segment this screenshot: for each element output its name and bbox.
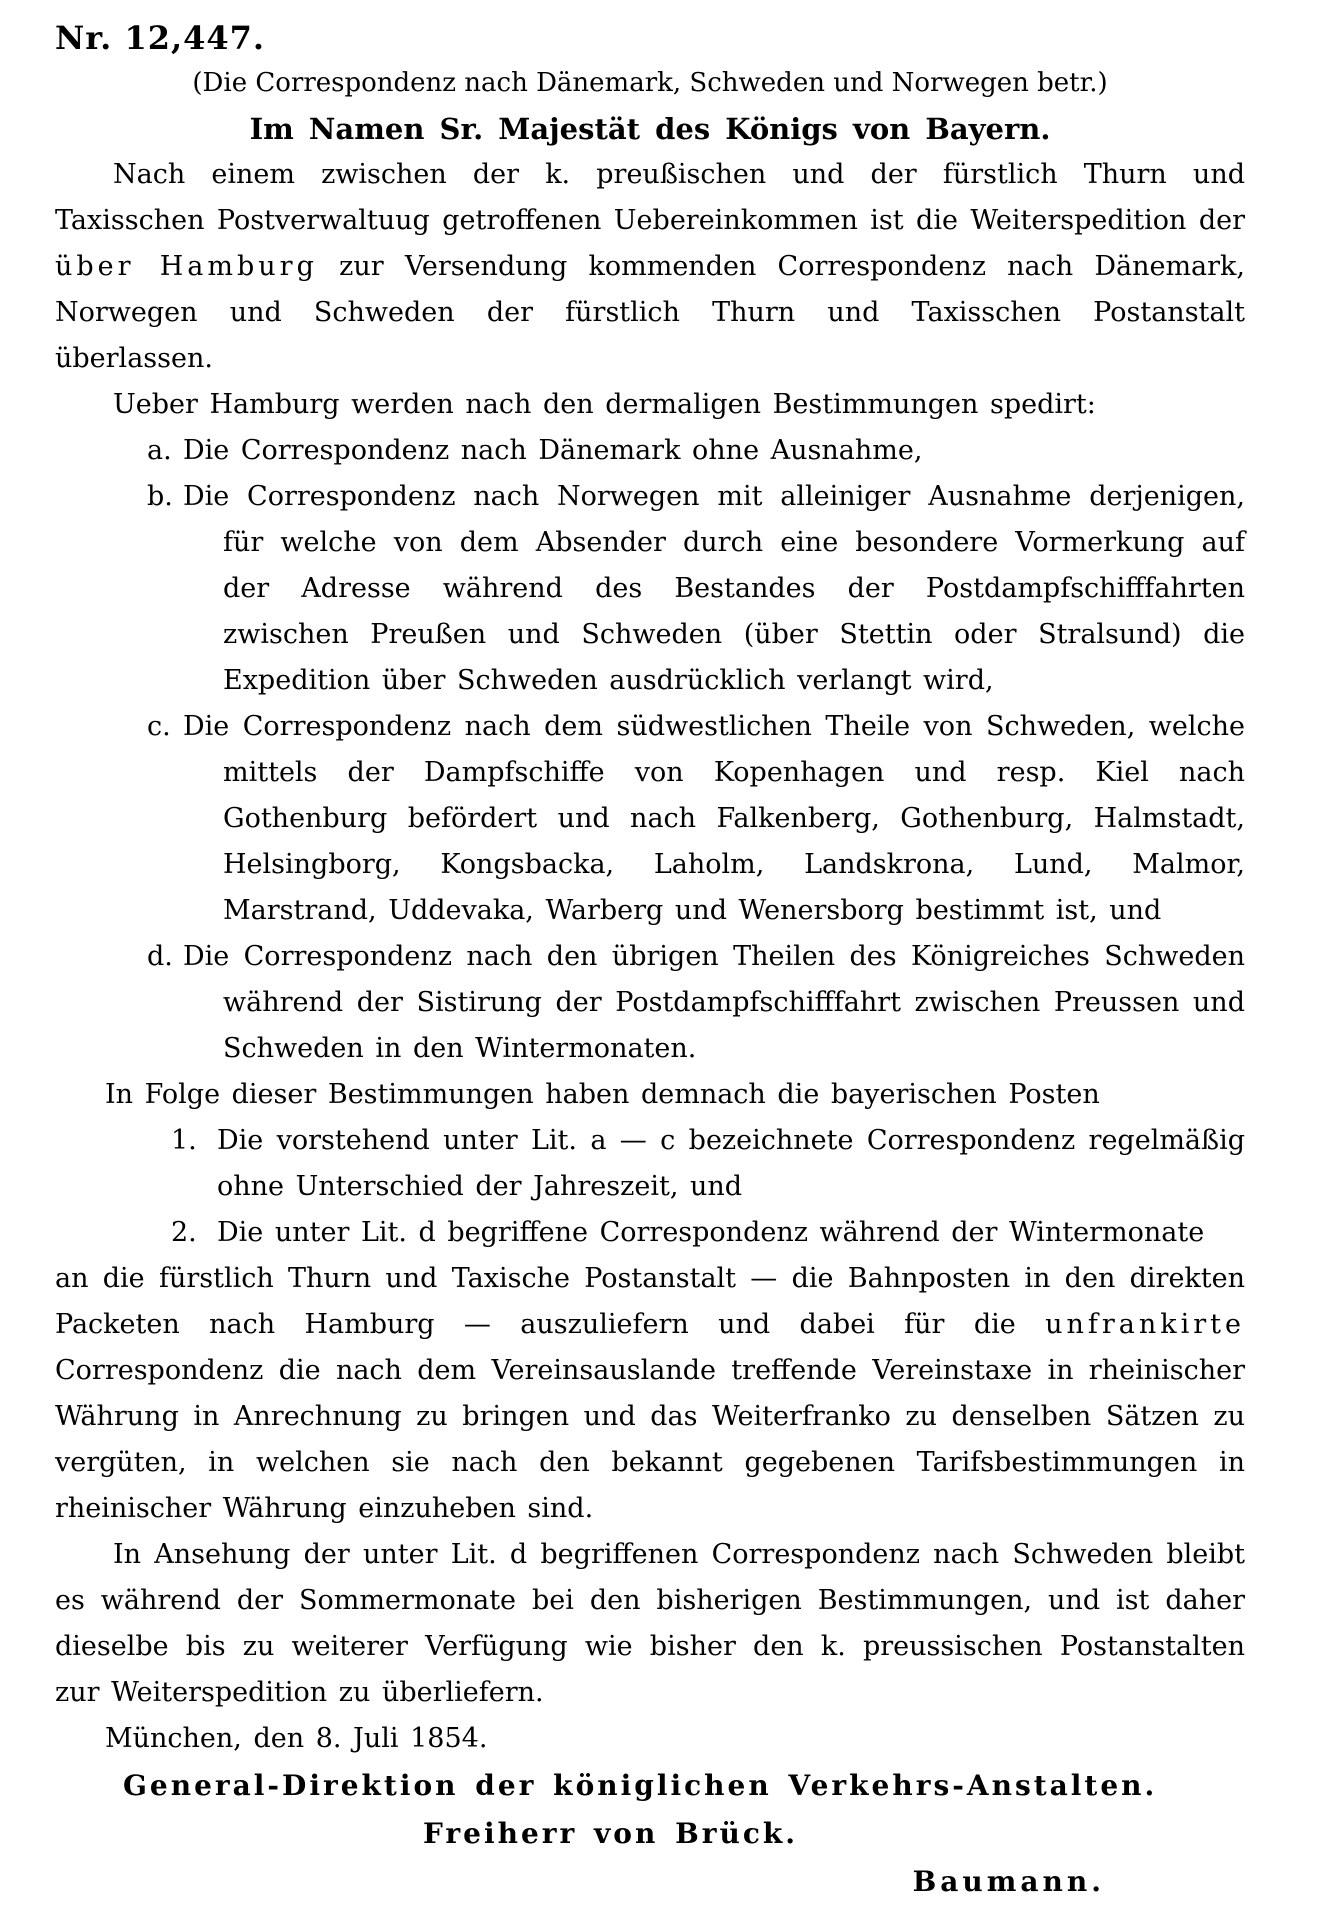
list-text-c: Die Correspondenz nach dem südwestlichen Theile von Schweden, welche mittels der Dampfschiffe von Kopenhagen und resp. Kiel nach Gothenburg befördert und nach Falkenberg, Gothenburg, Halmstadt, Helsingborg, Kongsbacka, Laholm, Landskrona, Lund, Malmor, Marstrand, Uddevaka, Warberg und Wenersborg bestimmt ist, und bbox=[183, 711, 1245, 926]
numbered-item-2 bbox=[55, 1210, 1245, 1256]
list-item-d bbox=[55, 934, 1245, 1072]
list-item-b bbox=[55, 474, 1245, 704]
lettered-list bbox=[55, 428, 1245, 1072]
list-marker-a: a. bbox=[147, 435, 172, 466]
list-marker-c: c. bbox=[147, 711, 171, 742]
paragraph-delivery-pre: an die fürstlich Thurn und Taxische Postanstalt — die Bahnposten in den direkten Packeten nach Hamburg — auszuliefern und dabei für die bbox=[55, 1263, 1245, 1340]
list-text-d: Die Correspondenz nach den übrigen Theilen des Königreiches Schweden während der Sistirung der Postdampfschifffahrt zwischen Preussen und Schweden in den Wintermonaten. bbox=[183, 941, 1245, 1064]
numbered-text-2: Die unter Lit. d begriffene Correspondenz während der Wintermonate bbox=[217, 1217, 1205, 1248]
signature-line: Freiherr von Brück. bbox=[423, 1817, 799, 1850]
paragraph-intro: Ueber Hamburg werden nach den dermaligen Bestimmungen spedirt: bbox=[113, 389, 1096, 420]
numbered-item-1 bbox=[55, 1118, 1245, 1210]
paragraph-agreement bbox=[55, 152, 1245, 382]
paragraph-delivery-emphasis: unfrankirte bbox=[1045, 1309, 1245, 1340]
paragraph-consequence: In Folge dieser Bestimmungen haben demnach die bayerischen Posten bbox=[105, 1079, 1100, 1110]
paragraph-delivery bbox=[55, 1256, 1245, 1532]
list-item-c bbox=[55, 704, 1245, 934]
paragraph-agreement-post: zur Versendung kommenden Correspondenz nach Dänemark, Norwegen und Schweden der fürstlich Thurn und Taxisschen Postanstalt überlassen. bbox=[55, 251, 1245, 374]
list-marker-d: d. bbox=[147, 941, 173, 972]
authority-line: General-Direktion der königlichen Verkehrs-Anstalten. bbox=[123, 1769, 1158, 1802]
numbered-marker-2: 2. bbox=[171, 1217, 197, 1248]
list-item-a bbox=[55, 428, 1245, 474]
list-text-b: Die Correspondenz nach Norwegen mit alleiniger Ausnahme derjenigen, für welche von dem Absender durch eine besondere Vormerkung auf der Adresse während des Bestandes der Postdampfschifffahrten zwischen Preußen und Schweden (über Stettin oder Stralsund) die Expedition über Schweden ausdrücklich verlangt wird, bbox=[183, 481, 1245, 696]
numbered-text-1: Die vorstehend unter Lit. a — c bezeichnete Correspondenz regelmäßig ohne Unterschied der Jahreszeit, und bbox=[217, 1125, 1245, 1202]
dateline: München, den 8. Juli 1854. bbox=[105, 1723, 488, 1754]
paragraph-agreement-emphasis: über Hamburg bbox=[55, 251, 318, 282]
numbered-marker-1: 1. bbox=[171, 1125, 197, 1156]
proclamation-line: Im Namen Sr. Majestät des Königs von Bayern. bbox=[249, 112, 1051, 146]
paragraph-summer: In Ansehung der unter Lit. d begriffenen Correspondenz nach Schweden bleibt es während der Sommermonate bei den bisherigen Bestimmungen, und ist daher dieselbe bis zu weiterer Verfügung wie bisher den k. preussischen Postanstalten zur Weiterspedition zu überliefern. bbox=[55, 1539, 1245, 1708]
list-text-a: Die Correspondenz nach Dänemark ohne Ausnahme, bbox=[183, 435, 923, 466]
paragraph-agreement-pre: Nach einem zwischen der k. preußischen und der fürstlich Thurn und Taxisschen Postverwaltuug getroffenen Uebereinkommen ist die Weiterspedition der bbox=[55, 159, 1245, 236]
countersign: Baumann. bbox=[912, 1865, 1105, 1898]
paragraph-delivery-post: Correspondenz die nach dem Vereinsauslande treffende Vereinstaxe in rheinischer Währung in Anrechnung zu bringen und das Weiterfranko zu denselben Sätzen zu vergüten, in welchen sie nach den bekannt gegebenen Tarifsbestimmungen in rheinischer Währung einzuheben sind. bbox=[55, 1355, 1245, 1524]
numbered-list bbox=[55, 1118, 1245, 1256]
doc-number: Nr. 12,447. bbox=[55, 19, 266, 57]
list-marker-b: b. bbox=[147, 481, 173, 512]
subject-line: (Die Correspondenz nach Dänemark, Schweden und Norwegen betr.) bbox=[192, 68, 1108, 98]
